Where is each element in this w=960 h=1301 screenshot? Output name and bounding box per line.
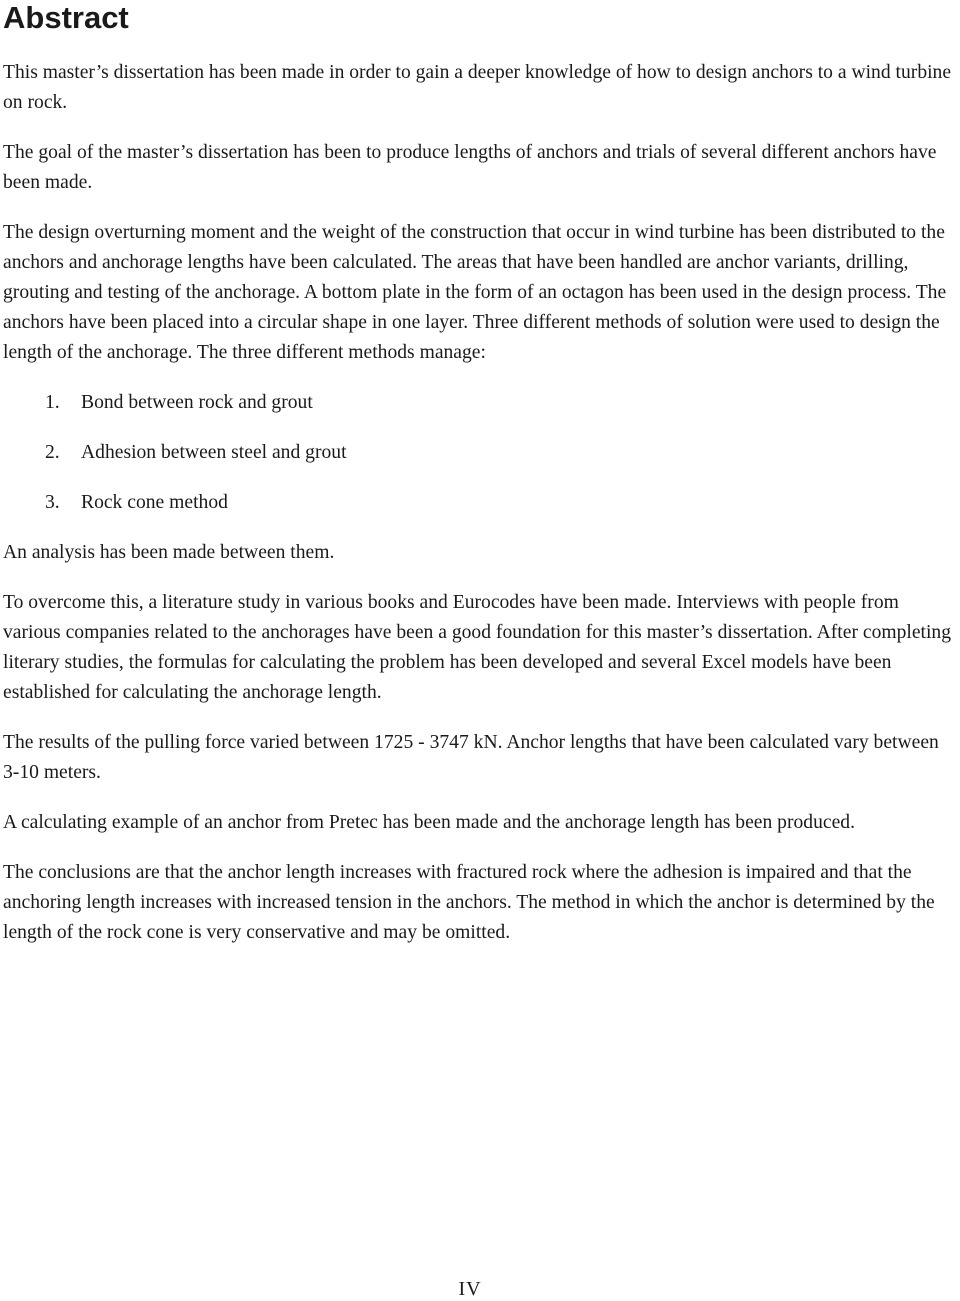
document-page <box>3 0 957 948</box>
list-item <box>3 438 957 468</box>
analysis-paragraph: An analysis has been made between them. <box>3 542 335 563</box>
list-item-number: 3. <box>45 492 60 513</box>
conclusions-paragraph: The conclusions are that the anchor length increases with fractured rock where the adhesion is impaired and that the anchoring length increases with increased tension in the anchors. The method in which the anchor is determined by the length of the rock cone is very conservative and may be omitted. <box>3 862 935 943</box>
intro-paragraph-3: The design overturning moment and the weight of the construction that occur in wind turbine has been distributed to the anchors and anchorage lengths have been calculated. The areas that have been handled are anchor variants, drilling, grouting and testing of the anchorage. A bottom plate in the form of an octagon has been used in the design process. The anchors have been placed into a circular shape in one layer. Three different methods of solution were used to design the length of the anchorage. The three different methods manage: <box>3 222 947 363</box>
methods-list <box>3 388 957 518</box>
results-paragraph: The results of the pulling force varied between 1725 - 3747 kN. Anchor lengths that have been calculated vary between 3-10 meters. <box>3 732 939 783</box>
literature-paragraph: To overcome this, a literature study in various books and Eurocodes have been made. Interviews with people from various companies related to the anchorages have been a good foundation for this master’s dissertation. After completing literary studies, the formulas for calculating the problem has been developed and several Excel models have been established for calculating the anchorage length. <box>3 592 952 703</box>
abstract-heading: Abstract <box>3 0 129 35</box>
list-item-text: Rock cone method <box>81 492 228 513</box>
page-number: IV <box>458 1278 482 1300</box>
list-item-text: Bond between rock and grout <box>81 392 313 413</box>
list-item-number: 2. <box>45 442 60 463</box>
intro-paragraph-1: This master’s dissertation has been made in order to gain a deeper knowledge of how to design anchors to a wind turbine on rock. <box>3 62 952 113</box>
intro-paragraph-2: The goal of the master’s dissertation has been to produce lengths of anchors and trials of several different anchors have been made. <box>3 142 937 193</box>
list-item <box>3 488 957 518</box>
example-paragraph: A calculating example of an anchor from Pretec has been made and the anchorage length has been produced. <box>3 812 855 833</box>
list-item-number: 1. <box>45 392 60 413</box>
list-item <box>3 388 957 418</box>
list-item-text: Adhesion between steel and grout <box>81 442 347 463</box>
